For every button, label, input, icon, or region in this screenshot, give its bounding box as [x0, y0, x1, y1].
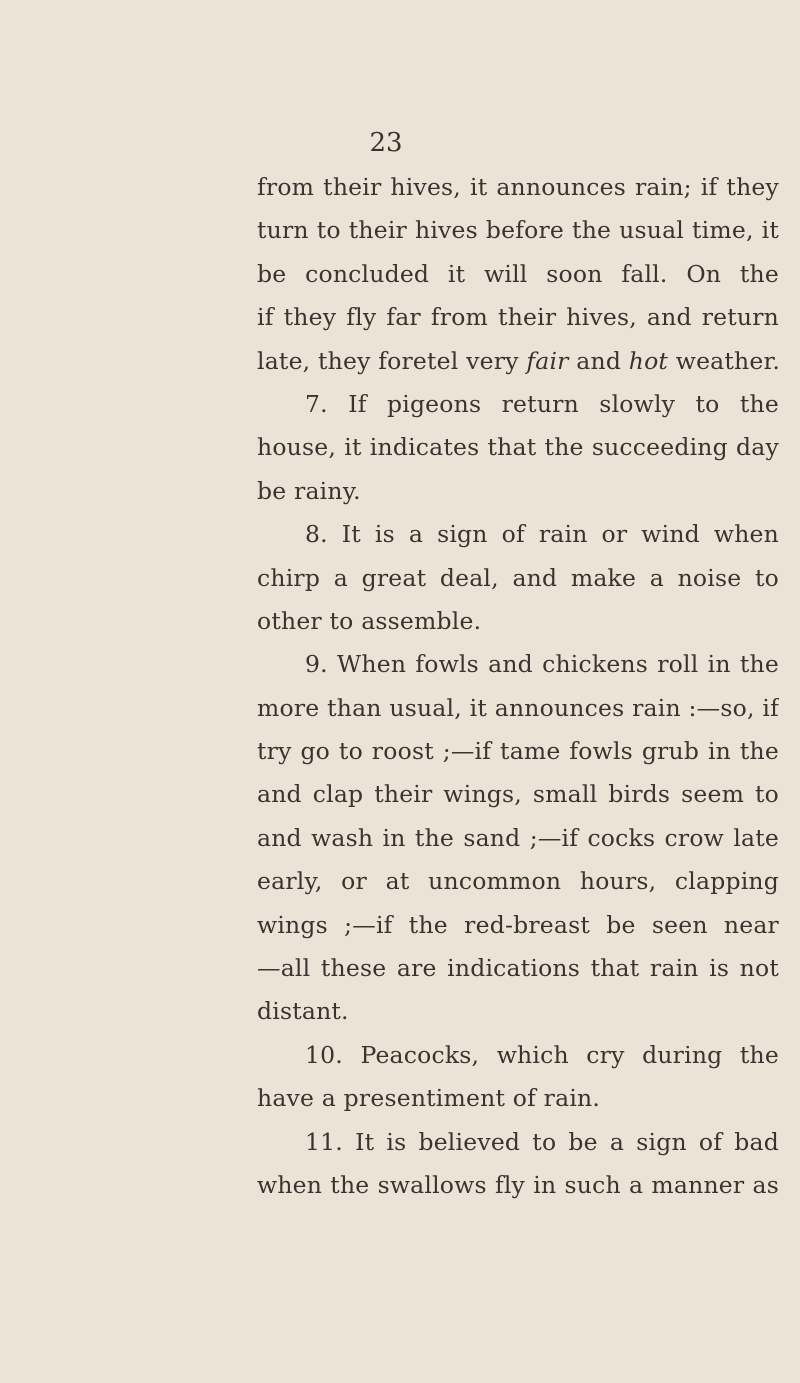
text-segment: 8. It is a sign of rain or wind when — [305, 520, 779, 549]
text-segment: house, it indicates that the succeeding day — [257, 433, 779, 462]
body-text — [257, 166, 779, 1207]
text-segment: and clap their wings, small birds seem to — [257, 780, 779, 809]
text-segment: 7. If pigeons return slowly to the — [305, 389, 779, 418]
text-line — [257, 1121, 779, 1164]
text-line — [257, 860, 779, 903]
text-segment: from their hives, it announces rain; if they — [257, 173, 779, 201]
text-segment: distant. — [257, 997, 349, 1026]
text-segment: when the swallows fly in such a manner as — [257, 1170, 779, 1199]
text-line — [257, 296, 779, 339]
text-line — [257, 643, 779, 686]
text-segment: and wash in the sand ;—if cocks crow late — [257, 823, 779, 852]
text-line — [257, 253, 779, 296]
text-segment: try go to roost ;—if tame fowls grub in the — [257, 737, 779, 766]
text-segment: other to assemble. — [257, 606, 482, 635]
text-segment: 11. It is believed to be a sign of bad — [305, 1127, 779, 1156]
text-segment: more than usual, it announces rain :—so, if — [257, 693, 779, 722]
text-line — [257, 383, 779, 426]
text-line — [257, 340, 779, 383]
text-segment: 9. When fowls and chickens roll in the — [305, 650, 779, 679]
text-segment: weather. — [668, 346, 780, 375]
italic-word: hot — [628, 346, 669, 375]
text-line — [257, 166, 779, 209]
text-segment: late, they foretel very — [257, 346, 527, 375]
text-segment: be concluded it will soon fall. On the — [257, 259, 779, 288]
text-segment: chirp a great deal, and make a noise to — [257, 563, 779, 592]
text-line — [257, 1164, 779, 1207]
text-line — [257, 209, 779, 252]
text-line — [257, 773, 779, 816]
text-line — [257, 687, 779, 730]
italic-word: fair — [526, 346, 569, 375]
text-segment: have a presentiment of rain. — [257, 1084, 601, 1113]
text-line — [257, 470, 779, 513]
text-line — [257, 513, 779, 556]
text-line — [257, 990, 779, 1033]
text-line — [257, 904, 779, 947]
text-line — [257, 947, 779, 990]
text-segment: early, or at uncommon hours, clapping — [257, 867, 779, 896]
text-line — [257, 1034, 779, 1077]
text-segment: if they fly far from their hives, and return — [257, 303, 779, 332]
text-line — [257, 426, 779, 469]
text-segment: turn to their hives before the usual time, it — [257, 216, 779, 245]
text-segment: —all these are indications that rain is not — [257, 954, 779, 983]
text-segment: be rainy. — [257, 476, 361, 505]
text-segment: and — [568, 346, 629, 375]
page-number: 23 — [369, 128, 403, 158]
text-line — [257, 557, 779, 600]
text-line — [257, 600, 779, 643]
text-segment: wings ;—if the red-breast be seen near — [257, 910, 779, 939]
text-line — [257, 817, 779, 860]
text-line — [257, 1077, 779, 1120]
text-segment: 10. Peacocks, which cry during the — [305, 1040, 779, 1069]
text-line — [257, 730, 779, 773]
